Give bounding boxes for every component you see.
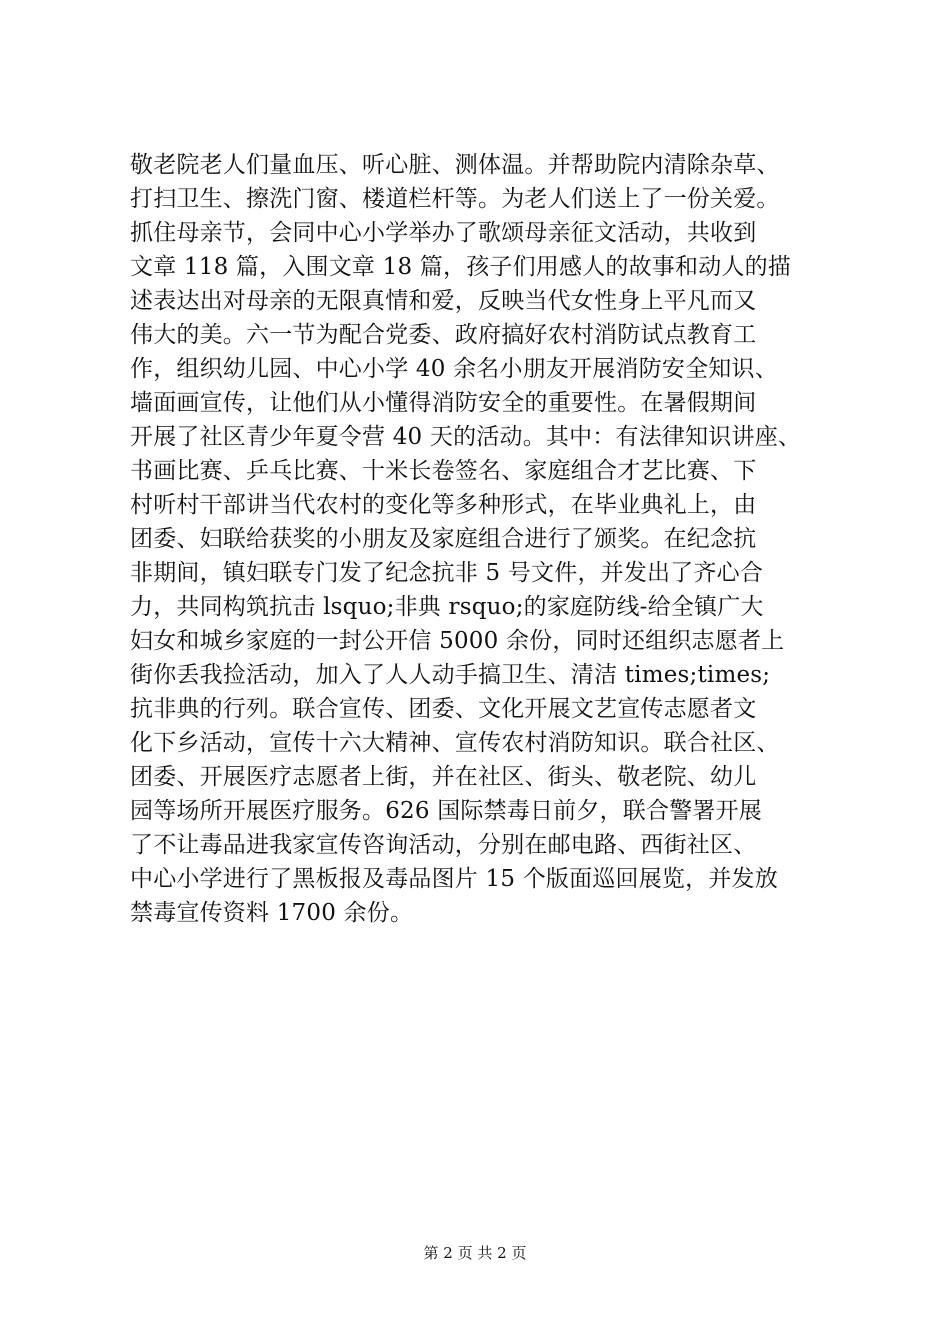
text-line: 团委、开展医疗志愿者上街，并在社区、街头、敬老院、幼儿	[130, 764, 757, 790]
text-line: 力，共同构筑抗击 lsquo;非典 rsquo;的家庭防线-给全镇广大	[130, 594, 764, 620]
text-line: 街你丢我捡活动，加入了人人动手搞卫生、清洁 times;times;	[130, 662, 771, 688]
text-line: 了不让毒品进我家宣传咨询活动，分别在邮电路、西街社区、	[130, 832, 757, 858]
text-line: 团委、妇联给获奖的小朋友及家庭组合进行了颁奖。在纪念抗	[130, 526, 757, 552]
body-paragraph	[130, 148, 830, 930]
text-line: 禁毒宣传资料 1700 余份。	[130, 900, 414, 926]
text-line: 作，组织幼儿园、中心小学 40 余名小朋友开展消防安全知识、	[130, 356, 778, 382]
text-line: 抗非典的行列。联合宣传、团委、文化开展文艺宣传志愿者文	[130, 696, 757, 722]
text-line: 化下乡活动，宣传十六大精神、宣传农村消防知识。联合社区、	[130, 730, 780, 756]
text-line: 书画比赛、乒乓比赛、十米长卷签名、家庭组合才艺比赛、下	[130, 458, 757, 484]
text-line: 非期间，镇妇联专门发了纪念抗非 5 号文件，并发出了齐心合	[130, 560, 764, 586]
text-line: 园等场所开展医疗服务。626 国际禁毒日前夕，联合警署开展	[130, 798, 763, 824]
text-line: 村听村干部讲当代农村的变化等多种形式，在毕业典礼上，由	[130, 492, 757, 518]
text-line: 打扫卫生、擦洗门窗、楼道栏杆等。为老人们送上了一份关爱。	[130, 186, 780, 212]
text-line: 中心小学进行了黑板报及毒品图片 15 个版面巡回展览，并发放	[130, 866, 778, 892]
text-line: 抓住母亲节，会同中心小学举办了歌颂母亲征文活动，共收到	[130, 220, 757, 246]
text-line: 妇女和城乡家庭的一封公开信 5000 余份，同时还组织志愿者上	[130, 628, 785, 654]
page-number-footer: 第 2 页 共 2 页	[423, 1244, 527, 1262]
text-line: 敬老院老人们量血压、听心脏、测体温。并帮助院内清除杂草、	[130, 152, 780, 178]
text-line: 开展了社区青少年夏令营 40 天的活动。其中：有法律知识讲座、	[130, 424, 802, 450]
text-line: 墙面画宣传，让他们从小懂得消防安全的重要性。在暑假期间	[130, 390, 757, 416]
text-line: 伟大的美。六一节为配合党委、政府搞好农村消防试点教育工	[130, 322, 757, 348]
text-line: 述表达出对母亲的无限真情和爱，反映当代女性身上平凡而又	[130, 288, 757, 314]
text-line: 文章 118 篇，入围文章 18 篇，孩子们用感人的故事和动人的描	[130, 254, 792, 280]
